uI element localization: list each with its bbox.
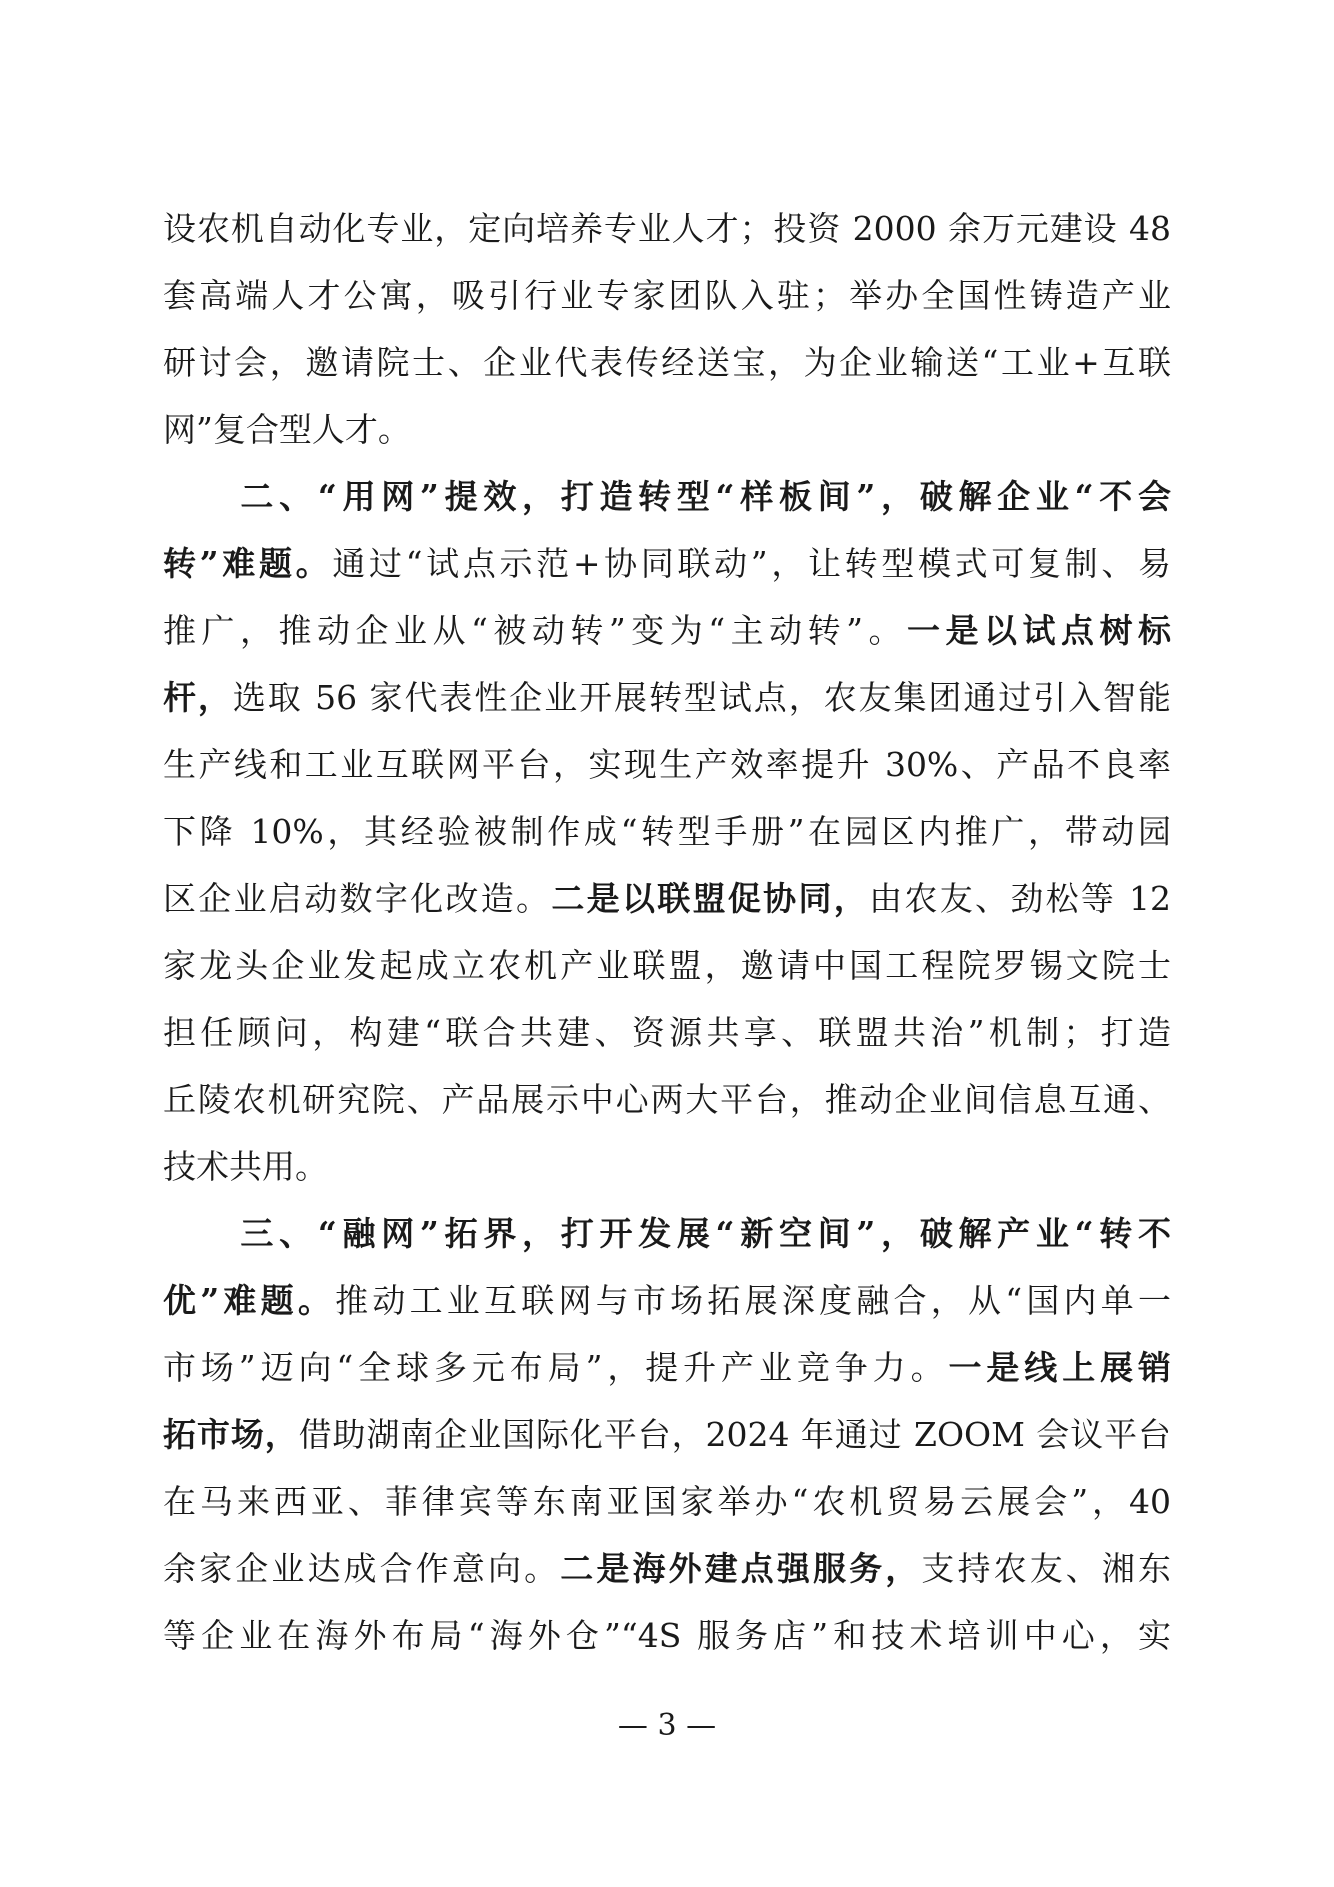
text-segment: 由农友、劲松等 12: [869, 879, 1172, 918]
text-line: [163, 329, 1171, 396]
text-segment: 推广，推动企业从“被动转”变为“主动转”。: [163, 611, 907, 650]
text-line: [163, 1267, 1171, 1334]
text-segment: 下降 10%，其经验被制作成“转型手册”在园区内推广，带动园: [163, 812, 1171, 851]
text-line: [163, 396, 1171, 463]
document-body: [163, 195, 1171, 1669]
text-line: [163, 1133, 1171, 1200]
bold-text-segment: 二是以联盟促协同，: [551, 879, 870, 918]
text-segment: 选取 56 家代表性企业开展转型试点，农友集团通过引入智能: [232, 678, 1171, 717]
text-line: [163, 262, 1171, 329]
text-segment: 设农机自动化专业，定向培养专业人才；投资 2000 余万元建设 48: [163, 209, 1171, 248]
text-line: [163, 1200, 1171, 1267]
text-line: [163, 798, 1171, 865]
text-segment: 余家企业达成合作意向。: [163, 1549, 561, 1588]
text-segment: 支持农友、湘东: [921, 1549, 1172, 1588]
text-line: [163, 463, 1171, 530]
text-line: [163, 195, 1171, 262]
bold-text-segment: 转”难题。: [163, 544, 333, 583]
text-line: [163, 865, 1171, 932]
bold-text-segment: 拓市场，: [163, 1415, 299, 1454]
text-line: [163, 731, 1171, 798]
text-line: [163, 1401, 1171, 1468]
text-segment: 套高端人才公寓，吸引行业专家团队入驻；举办全国性铸造产业: [163, 276, 1171, 315]
bold-text-segment: 一是以试点树标: [907, 611, 1172, 650]
page-number: — 3 —: [617, 1708, 717, 1743]
bold-text-segment: 杆，: [163, 678, 233, 717]
bold-text-segment: 优”难题。: [163, 1281, 336, 1320]
text-segment: 研讨会，邀请院士、企业代表传经送宝，为企业输送“工业+互联: [163, 343, 1171, 382]
bold-text-segment: 二、“用网”提效，打造转型“样板间”，破解企业“不会: [163, 477, 1171, 516]
text-segment: 等企业在海外布局“海外仓”“4S 服务店”和技术培训中心，实: [163, 1616, 1171, 1655]
text-segment: 通过“试点示范+协同联动”，让转型模式可复制、易: [332, 544, 1171, 583]
bold-text-segment: 三、“融网”拓界，打开发展“新空间”，破解产业“转不: [163, 1214, 1171, 1253]
bold-text-segment: 二是海外建点强服务，: [560, 1549, 922, 1588]
text-segment: 担任顾问，构建“联合共建、资源共享、联盟共治”机制；打造: [163, 1013, 1171, 1052]
text-segment: 借助湖南企业国际化平台，2024 年通过 ZOOM 会议平台: [298, 1415, 1172, 1454]
text-line: [163, 1334, 1171, 1401]
text-segment: 技术共用。: [163, 1147, 328, 1186]
text-line: [163, 664, 1171, 731]
text-line: [163, 1535, 1171, 1602]
text-segment: 区企业启动数字化改造。: [163, 879, 552, 918]
text-line: [163, 932, 1171, 999]
text-line: [163, 1602, 1171, 1669]
text-segment: 网”复合型人才。: [163, 410, 411, 449]
text-segment: 在马来西亚、菲律宾等东南亚国家举办“农机贸易云展会”，40: [163, 1482, 1171, 1521]
text-line: [163, 530, 1171, 597]
bold-text-segment: 一是线上展销: [948, 1348, 1171, 1387]
text-segment: 市场”迈向“全球多元布局”，提升产业竞争力。: [163, 1348, 949, 1387]
text-segment: 生产线和工业互联网平台，实现生产效率提升 30%、产品不良率: [163, 745, 1171, 784]
text-segment: 推动工业互联网与市场拓展深度融合，从“国内单一: [335, 1281, 1171, 1320]
text-segment: 家龙头企业发起成立农机产业联盟，邀请中国工程院罗锡文院士: [163, 946, 1171, 985]
text-segment: 丘陵农机研究院、产品展示中心两大平台，推动企业间信息互通、: [163, 1080, 1171, 1119]
text-line: [163, 1468, 1171, 1535]
text-line: [163, 1066, 1171, 1133]
text-line: [163, 597, 1171, 664]
text-line: [163, 999, 1171, 1066]
